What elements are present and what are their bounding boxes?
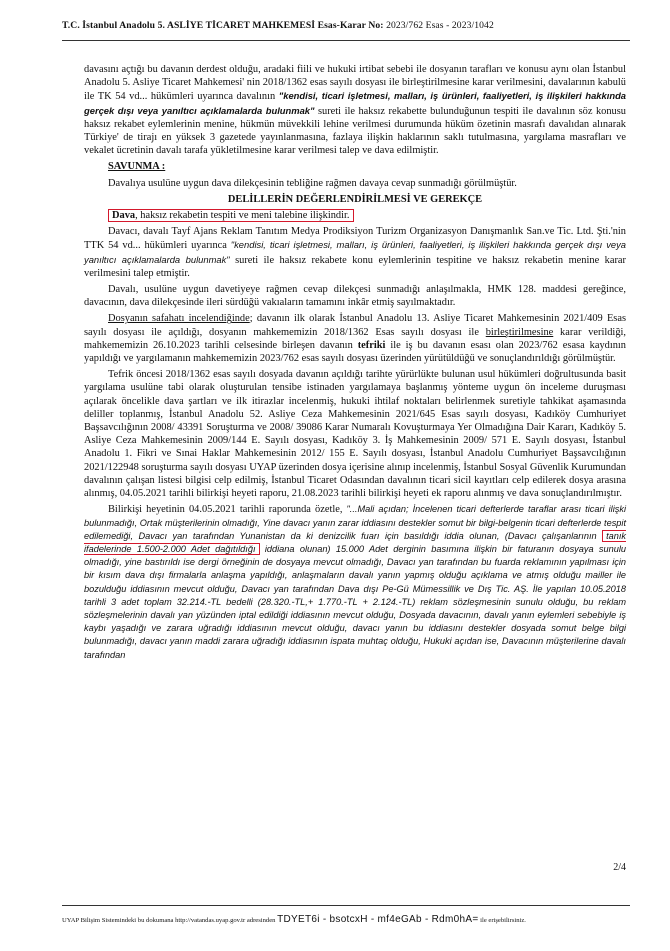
savunma-heading: SAVUNMA : <box>108 161 166 173</box>
verification-code: TDYET6i - bsotcxH - mf4eGAb - Rdm0hA= <box>277 914 479 925</box>
case-summary <box>84 209 626 222</box>
document-footer: UYAP Bilişim Sistemindeki bu dokumana http://vatandas.uyap.gov.tr adresinden TDYET6i - bsotcxH - mf4eGAb - Rdm0hA= ile erişebilirsiniz. <box>62 914 526 925</box>
claim-quote: "kendisi, ticari işletmesi, malları, iş ürünleri, faaliyetleri, iş ilişkileri hakkında gerçek dışı veya yanıltıcı açıklamalarda bulunmak" <box>84 90 627 116</box>
document-body <box>84 63 626 665</box>
footer-divider <box>62 905 630 906</box>
case-numbers: 2023/762 Esas - 2023/1042 <box>386 20 494 31</box>
case-label: Esas-Karar No: <box>315 20 387 31</box>
paragraph-file-history: Dosyanın safahatı incelendiğinde; davanın ilk olarak İstanbul Anadolu 13. Asliye Ticaret Mahkemesinin 2021/409 Esas sayılı dosyası ile açıldığı, dosyanın mahkememizin 2018/1362 Esas sayılı dosyası ile birleştirilmesine karar verildiği, mahkememizin 26.10.2023 tarihli celsesinde birleşen davanın tefriki ile iş bu davanın esası olan 2023/762 esasa kaydının yapıldığı ve yargılamanın mahkememizin 2023/762 esas sayılı dosyası üzerinden yürütüldüğü ve sonuçlandırıldığı görülmüştür. <box>84 313 627 365</box>
page-number: 2/4 <box>613 862 626 873</box>
gerekce-heading: DELİLLERİN DEĞERLENDİRİLMESİ VE GEREKÇE <box>227 193 483 205</box>
paragraph-proceedings: Tefrik öncesi 2018/1362 esas sayılı dosyada davanın açıldığı tarihte yürürlükte bulunan usul hükümleri doğrultusunda basit yargılama usulüne tabi olarak oluşturulan tensibe istinaden yargılamaya başlanmış yönteme uygun ön inceleme duruşması açılarak öncelikle dava şartları ve ilk itirazlar incelenmiş, hukuki ihtilaf noktaları belirlenmek suretiyle tahkikat aşamasında deliller toplanmış, İstanbul Anadolu 52. Asliye Ceza Mahkemesinin 2021/645 Esas sayılı dosyası, Kadıköy Cumhuriyet Başsavcılığının 2008/ 43391 Soruşturma ve 2008/ 39086 Karar Numaralı Kovuşturmaya Yer Olmadığına Dair Kararı, Kadıköy 5. Asliye Ceza Mahkemesinin 2009/144 E. Sayılı dosyası, Kadıköy 3. İş Mahkemesinin 2009/ 571 E. Sayılı dosyası, İstanbul Anadolu 1. Fikri ve Sınai Haklar Mahkemesinin 2012/ 155 E. Sayılı dosyası, İstanbul Anadolu Cumhuriyet Başsavcılığının 2021/122948 soruşturma sayılı dosyası UYAP üzerinden dosya içerisine alınıp incelenmiş, İstanbul Sosyal Güvenlik Kurumundan davalının çalışan listesi bilgisi celp edilmiş, İstanbul Ticaret Odasından davalının ticari sicil kayıtları celp edilerek dosya arasına alınmış, 04.05.2021 tarihli bilirkişi heyeti raporu, 21.08.2023 tarihli bilirkişi heyeti ek raporu alınmış ve dava sonuçlandırılmıştır. <box>84 369 626 500</box>
paragraph-claim: davasını açtığı bu davanın derdest olduğu, aradaki fiili ve hukuki irtibat sebebi ile dosyanın tarafları ve konusu aynı olan İstanbul Anadolu 5. Asliye Ticaret Mahkemesi' nin 2018/1362 esas sayılı dosyası ile birleştirilmesine karar verilmesini, davalarının kabulü ile TK 54 vd... hükümleri uyarınca davalının "kendisi, ticari işletmesi, malları, iş ürünleri, faaliyetleri, iş ilişkileri hakkında gerçek dışı veya yanıltıcı açıklamalarda bulunmak" sureti ile haksız rekabette bulunduğunun tespiti ile davalının söz konusu haksız rekabet eylemlerinin menine, hükmün müvekkili lehine verilmesi durumunda hüküm özetinin masrafı davalıdan alınarak Türkiye' de tirajı en yüksek 3 gazetede yayınlanmasına, fazlaya ilişkin haklarının saklı tutulmasına, yargılama masrafları ve vekalet ücretinin davalı tarafa yükletilmesine karar verilmesi talep ve dava edilmiştir. <box>84 64 627 157</box>
highlight-box-case: Dava, haksız rekabetin tespiti ve meni talebine ilişkindir. <box>108 209 354 222</box>
header-divider <box>62 40 630 41</box>
plaintiff-quote: "kendisi, ticari işletmesi, malları, iş ürünleri, faaliyetleri, iş ilişkileri hakkında gerçek dışı veya yanıltıcı açıklamalarda bulunmak" <box>84 239 627 265</box>
highlight-box-witness: tanık ifadelerinde 1.500-2.000 Adet dağıtıldığı <box>84 530 626 554</box>
paragraph-defendant: Davalı, usulüne uygun davetiyeye rağmen cevap dilekçesi sunmadığı anlaşılmakla, HMK 128. maddesi gereğince, davacının, dava dilekçesinde ileri sürdüğü vakıaların tamamını inkâr etmiş sayılmaktadır. <box>84 284 626 309</box>
paragraph-expert-report: Bilirkişi heyetinin 04.05.2021 tarihli raporunda özetle, "...Mali açıdan; İncelenen ticari defterlerde taraflar arası ticari ilişki bulunmadığı, Ortak müşterilerinin olmadığı, Yine davacı yanın zarar iddiasını destekler somut bir bilgi-belgenin ticari defterlerde tespit edilemediği, Davacı yan tarafından Yunanistan da ki denizcilik fuarı için basıldığı iddia olunan, (Davacı çalışanlarının tanık ifadelerinde 1.500-2.000 Adet dağıtıldığı iddiana olunan) 15.000 Adet derginin basımına ilişkin bir faturanın dosyaya sunulu olmadığı, yine bastırıldı ise dergi örneğinin de dosyaya mevcut olmadığı, Davacı yan tarafından bu fuarda reklamının yapılması için bir kısım dava dışı firmalarla anlaşma yapıldığı, anlaşmaların davalı yanın yapmış olduğu açıklama ve atmış olduğu mailler ile bozulduğu iddiasının mevcut olduğu, Davacı yan tarafından Dava dışı Pe-Gü Mümessillik ve Dış Tic. AŞ. İle yapılan 10.05.2018 tarihli 3 adet toplam 32.214.-TL bedelli (28.320.-TL,+ 1.770.-TL + 2.124.-TL) reklam sözleşmesinin sunulu olduğu, bu reklam sözleşmelerinin davalı yan yüzünden iptal edildiği iddiasının mevcut olduğu, Dosyada davacının, davalı yanın eylemleri sebebiyle iş kaybı yaşadığı ve zarara uğradığı iddiasının mevcut olduğu, davacı yanın bu iddiasını destekler dosyada somut belge bilgi bulunmadığı, davacı yanın maddi zarara uğradığı iddiasının ispata muhtaç olduğu, Hukuki açıdan ise, Davacının müşterilerine davalı tarafından <box>84 504 626 660</box>
document-header <box>62 20 630 31</box>
court-name: T.C. İstanbul Anadolu 5. ASLİYE TİCARET MAHKEMESİ <box>62 20 316 31</box>
savunma-text: Davalıya usulüne uygun dava dilekçesinin tebliğine rağmen davaya cevap sunmadığı görülmüştür. <box>108 177 517 189</box>
paragraph-plaintiff: Davacı, davalı Tayf Ajans Reklam Tanıtım Medya Prodiksiyon Turizm Organizasyon Danışmanlık San.ve Tic. Ltd. Şti.'nin TTK 54 vd... hükümleri uyarınca "kendisi, ticari işletmesi, malları, iş ürünleri, faaliyetleri, iş ilişkileri hakkında gerçek dışı veya yanıltıcı açıklamalarda bulunmak" sureti ile haksız rekabete konu eylemlerinin tespitine ve haksız rekabetin menine karar verilmesini talep etmiştir. <box>84 226 627 279</box>
